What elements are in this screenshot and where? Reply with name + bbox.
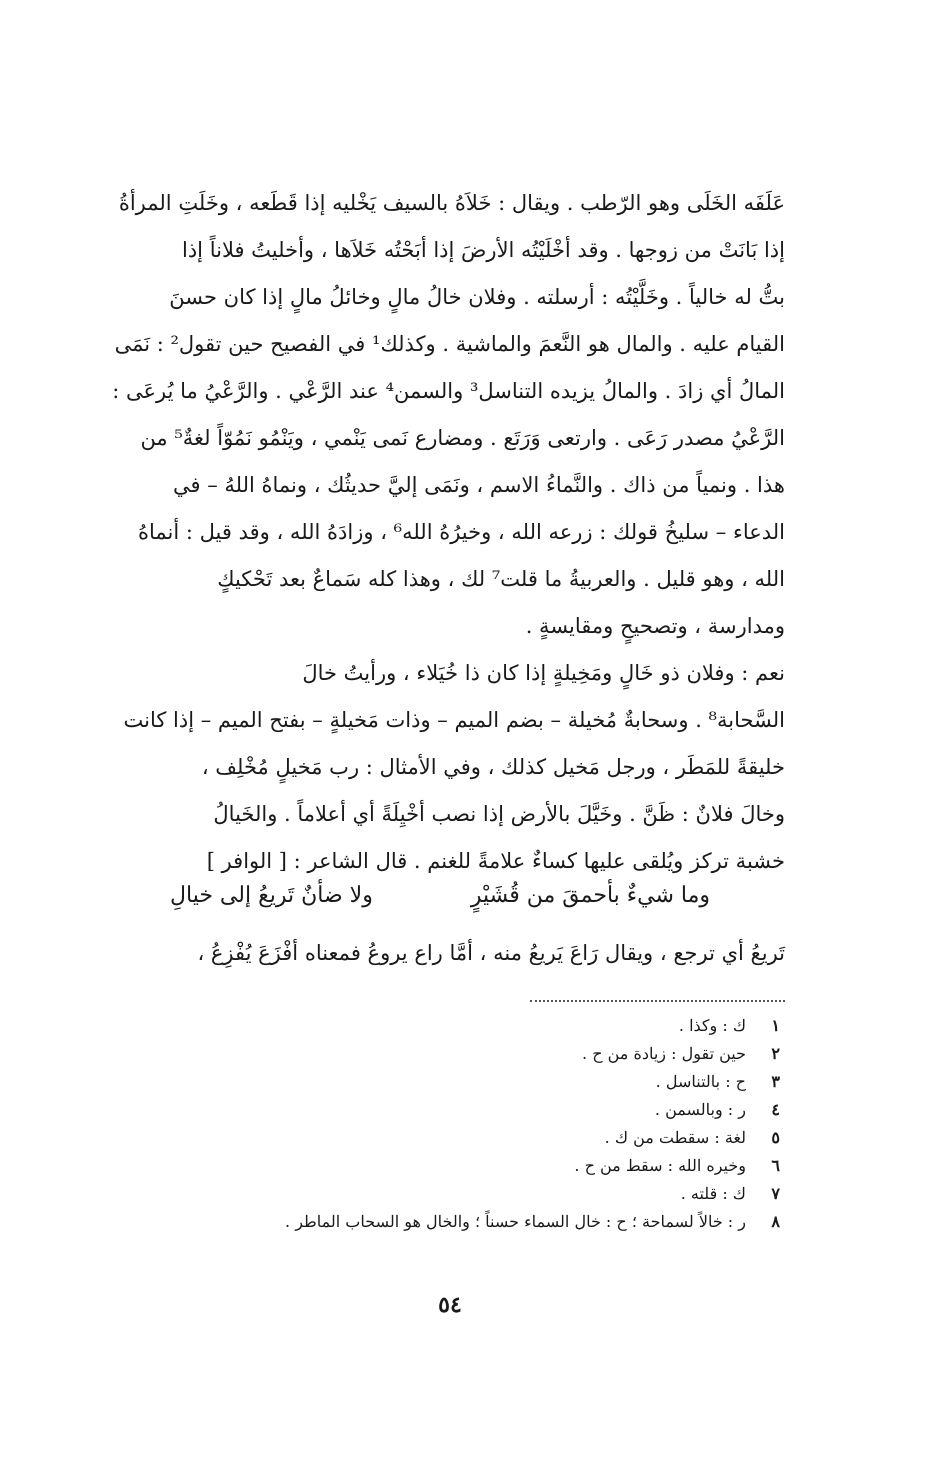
footnote-text: لغة : سقطت من ك .	[604, 1128, 746, 1147]
verse-first-hemistich: وما شيءٌ بأحمقَ من قُشَيْرٍ	[470, 883, 710, 908]
text-line: هذا . ونمياً من ذاك . والنَّماءُ الاسم ، ونَمَى إليَّ حديثُك ، ونماهُ اللهُ – في	[172, 473, 785, 497]
text-line: ومدارسة ، وتصحيحٍ ومقايسةٍ .	[525, 614, 785, 638]
footnote-number: ٣	[771, 1072, 780, 1091]
footnote	[220, 1208, 780, 1236]
text-line: السَّحابة⁸ . وسحابةٌ مُخيلة – بضم الميم – وذات مَخيلةٍ – بفتح الميم – إذا كانت	[123, 708, 785, 732]
footnote-number: ١	[771, 1016, 780, 1035]
footnote	[220, 1012, 780, 1040]
footnote	[220, 1180, 780, 1208]
text-line: خليقةً للمَطَر ، ورجل مَخيل كذلك ، وفي الأمثال : رب مَخيلٍ مُخْلِف ،	[201, 755, 785, 779]
text-line: الله ، وهو قليل . والعربيةُ ما قلت⁷ لك ، وهذا كله سَماعٌ بعد تَحْكيكٍ	[217, 567, 785, 591]
footnote-text: حين تقول : زيادة من ح .	[582, 1044, 746, 1063]
text-line: المالُ أي زادَ . والمالُ يزيده التناسل³ والسمن⁴ عند الرَّعْي . والرَّعْيُ ما يُرعَى :	[112, 379, 785, 403]
verse-second-hemistich: ولا ضأنٌ تَريعُ إلى خيالِ	[170, 883, 373, 908]
text-line: الدعاء – سليخُ قولك : زرعه الله ، وخيرُهُ الله⁶ ، وزادَهُ الله ، وقد قيل : أنماهُ	[138, 520, 785, 544]
footnote-text: وخيره الله : سقط من ح .	[574, 1156, 746, 1175]
footnotes-list	[220, 1012, 780, 1236]
text-line: نعم : وفلان ذو خَالٍ ومَخِيلةٍ إذا كان ذا خُيَلاء ، ورأيتُ خالَ	[302, 661, 785, 685]
footnote-number: ٨	[771, 1212, 780, 1231]
footnote	[220, 1068, 780, 1096]
footnote	[220, 1096, 780, 1124]
footnote	[220, 1040, 780, 1068]
footnote-number: ٧	[771, 1184, 780, 1203]
footnote-text: ر : وبالسمن .	[654, 1100, 746, 1119]
footnote-separator	[530, 1000, 785, 1002]
text-line-after-verse: تَريعُ أي ترجع ، ويقال رَاعَ يَريعُ منه ، أمَّا راع يروعُ فمعناه أفْزَعَ يُفْزِعُ ،	[197, 941, 785, 965]
footnote-text: ح : بالتناسل .	[655, 1072, 746, 1091]
page-number: ٥٤	[438, 1292, 462, 1318]
text-line: إذا بَانَتْ من زوجها . وقد أخْلَيْتُه الأرضَ إذا أبَحْتُه خَلاَها ، وأخليتُ فلاناً إذا	[182, 238, 785, 262]
text-line: الرَّعْيُ مصدر رَعَى . وارتعى وَرَتَع . ومضارع نَمى يَنْمي ، ويَنْمُو نَمُوّاً لغةٌ⁵ من	[140, 426, 785, 450]
main-text	[100, 180, 785, 885]
text-line: بتُّ له خالياً . وخَلَّيْتُه : أرسلته . وفلان خالُ مالٍ وخائلُ مالٍ إذا كان حسنَ	[169, 285, 785, 309]
footnote-text: ك : قلته .	[680, 1184, 746, 1203]
text-line: القيام عليه . والمال هو النَّعمَ والماشية . وكذلك¹ في الفصيح حين تقول² : نَمَى	[114, 332, 785, 356]
footnote	[220, 1124, 780, 1152]
footnote-number: ٦	[771, 1156, 780, 1175]
text-line: خشبة تركز ويُلقى عليها كساءٌ علامةً للغنم . قال الشاعر : [ الوافر ]	[206, 849, 785, 873]
footnote-number: ٤	[771, 1100, 780, 1119]
footnote-text: ك : وكذا .	[678, 1016, 746, 1035]
footnote	[220, 1152, 780, 1180]
text-line: وخالَ فلانٌ : ظَنَّ . وخَيَّلَ بالأرض إذا نصب أخْيِلَةً أي أعلاماً . والخَيالُ	[213, 802, 785, 826]
footnote-number: ٢	[771, 1044, 780, 1063]
footnote-text: ر : خالاً لسماحة ؛ ح : خال السماء حسناً ؛ والخال هو السحاب الماطر .	[285, 1212, 746, 1231]
text-line: عَلَفَه الخَلَى وهو الرّطب . ويقال : خَلاَهُ بالسيف يَخْليه إذا قَطَعه ، وخَلَتِ المرأةُ	[118, 191, 785, 215]
footnote-number: ٥	[771, 1128, 780, 1147]
poetry-verse	[170, 872, 710, 920]
